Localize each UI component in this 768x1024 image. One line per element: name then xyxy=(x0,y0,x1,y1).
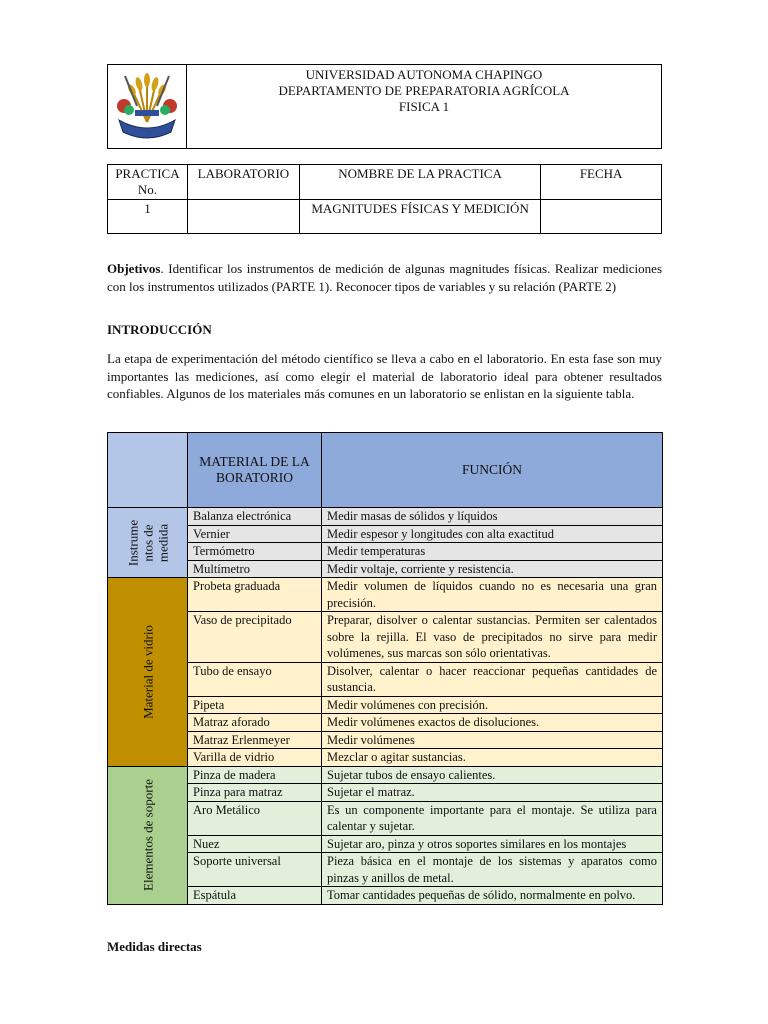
material-cell: Pinza de madera xyxy=(188,766,322,784)
objectives-paragraph xyxy=(107,260,662,295)
header-empty-cell xyxy=(108,433,188,508)
function-cell: Medir espesor y longitudes con alta exactitud xyxy=(322,525,663,543)
laboratory-value xyxy=(187,200,299,234)
col-function: FUNCIÓN xyxy=(322,433,663,508)
date-value xyxy=(541,200,662,234)
material-cell: Balanza electrónica xyxy=(188,508,322,526)
department-name: DEPARTAMENTO DE PREPARATORIA AGRÍCOLA xyxy=(278,83,570,98)
introduction-heading: INTRODUCCIÓN xyxy=(107,322,212,337)
group-label-instruments: Instrume ntos de medida xyxy=(108,508,188,578)
col-date: FECHA xyxy=(541,165,662,200)
col-laboratory: LABORATORIO xyxy=(187,165,299,200)
material-cell: Multímetro xyxy=(188,560,322,578)
function-cell: Medir volúmenes exactos de disoluciones. xyxy=(322,714,663,732)
material-cell: Espátula xyxy=(188,887,322,905)
function-cell: Pieza básica en el montaje de los sistemas y aparatos como pinzas y anillos de metal. xyxy=(322,853,663,887)
chapingo-seal-icon xyxy=(111,66,183,142)
objectives-label: Objetivos xyxy=(107,261,161,276)
col-practice-no: PRACTICA No. xyxy=(108,165,188,200)
material-cell: Pinza para matraz xyxy=(188,784,322,802)
function-cell: Medir volumen de líquidos cuando no es necesaria una gran precisión. xyxy=(322,578,663,612)
table-row xyxy=(108,887,663,905)
function-cell: Medir temperaturas xyxy=(322,543,663,561)
material-cell: Termómetro xyxy=(188,543,322,561)
material-cell: Matraz aforado xyxy=(188,714,322,732)
function-cell: Medir voltaje, corriente y resistencia. xyxy=(322,560,663,578)
function-cell: Tomar cantidades pequeñas de sólido, normalmente en polvo. xyxy=(322,887,663,905)
function-cell: Mezclar o agitar sustancias. xyxy=(322,749,663,767)
table-row xyxy=(108,766,663,784)
university-info xyxy=(187,65,662,149)
university-name: UNIVERSIDAD AUTONOMA CHAPINGO xyxy=(305,67,543,82)
table-row xyxy=(108,578,663,612)
practice-name-value: MAGNITUDES FÍSICAS Y MEDICIÓN xyxy=(299,200,540,234)
materials-table xyxy=(107,432,663,905)
table-row xyxy=(108,749,663,767)
material-cell: Probeta graduada xyxy=(188,578,322,612)
material-cell: Nuez xyxy=(188,835,322,853)
material-cell: Vernier xyxy=(188,525,322,543)
table-row xyxy=(108,731,663,749)
function-cell: Sujetar tubos de ensayo calientes. xyxy=(322,766,663,784)
table-row xyxy=(108,508,663,526)
table-row xyxy=(108,525,663,543)
function-cell: Sujetar aro, pinza y otros soportes similares en los montajes xyxy=(322,835,663,853)
function-cell: Es un componente importante para el montaje. Se utiliza para calentar y sujetar. xyxy=(322,801,663,835)
table-row xyxy=(108,714,663,732)
material-cell: Varilla de vidrio xyxy=(188,749,322,767)
function-cell: Medir volúmenes con precisión. xyxy=(322,696,663,714)
function-cell: Disolver, calentar o hacer reaccionar pequeñas cantidades de sustancia. xyxy=(322,662,663,696)
col-practice-name: NOMBRE DE LA PRACTICA xyxy=(299,165,540,200)
material-cell: Matraz Erlenmeyer xyxy=(188,731,322,749)
table-row xyxy=(108,543,663,561)
course-name: FISICA 1 xyxy=(398,99,450,114)
table-row xyxy=(108,801,663,835)
group-label-glassware: Material de vidrio xyxy=(108,578,188,767)
function-cell: Medir volúmenes xyxy=(322,731,663,749)
direct-measures-heading: Medidas directas xyxy=(107,939,202,954)
material-cell: Vaso de precipitado xyxy=(188,612,322,663)
col-material: MATERIAL DE LA BORATORIO xyxy=(188,433,322,508)
function-cell: Preparar, disolver o calentar sustancias. Permiten ser calentados sobre la rejilla. El vaso de precipitados no sirve para medir volúmenes, sus marcas son sólo orientativas. xyxy=(322,612,663,663)
table-row xyxy=(108,784,663,802)
group-label-support: Elementos de soporte xyxy=(108,766,188,904)
introduction-paragraph: La etapa de experimentación del método científico se lleva a cabo en el laboratorio. En esta fase son muy importantes las mediciones, así como elegir el material de laboratorio ideal para obtener resultados confiables. Algunos de los materiales más comunes en un laboratorio se enlistan en la siguiente tabla. xyxy=(107,351,662,401)
function-cell: Medir masas de sólidos y líquidos xyxy=(322,508,663,526)
practice-info-table xyxy=(107,164,662,234)
material-cell: Pipeta xyxy=(188,696,322,714)
objectives-text: . Identificar los instrumentos de medición de algunas magnitudes físicas. Realizar mediciones con los instrumentos utilizados (PARTE 1). Reconocer tipos de variables y su relación (PARTE 2) xyxy=(107,261,662,294)
material-cell: Soporte universal xyxy=(188,853,322,887)
table-row xyxy=(108,696,663,714)
table-row xyxy=(108,662,663,696)
table-row xyxy=(108,612,663,663)
table-row xyxy=(108,835,663,853)
practice-no-value: 1 xyxy=(108,200,188,234)
function-cell: Sujetar el matraz. xyxy=(322,784,663,802)
university-header xyxy=(107,64,662,149)
material-cell: Tubo de ensayo xyxy=(188,662,322,696)
table-row xyxy=(108,853,663,887)
material-cell: Aro Metálico xyxy=(188,801,322,835)
table-row xyxy=(108,560,663,578)
university-logo xyxy=(108,65,187,149)
